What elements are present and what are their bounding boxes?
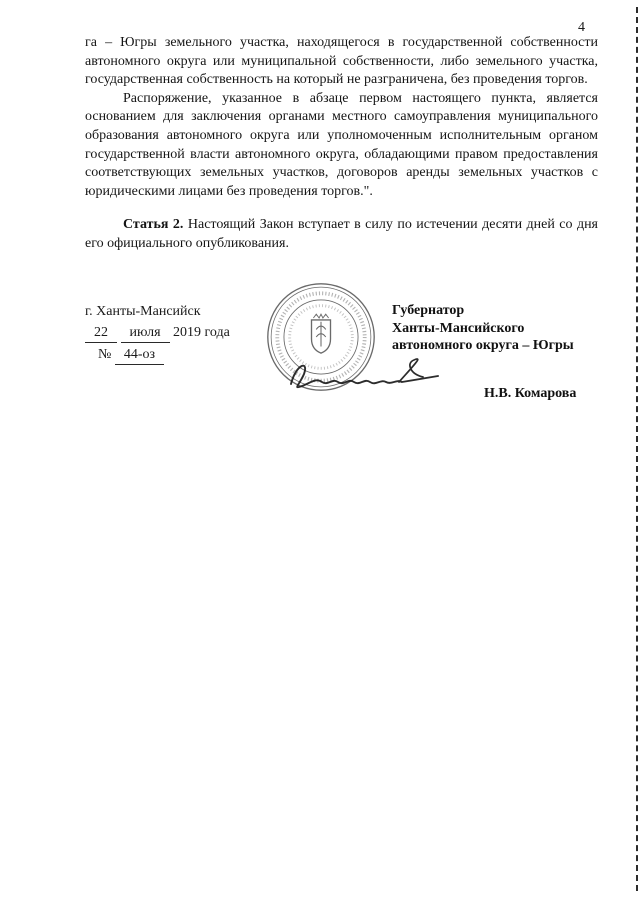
article-paragraph: [85, 216, 598, 253]
document-body: [85, 34, 598, 254]
article-label: Статья 2.: [123, 217, 184, 233]
date-day: 22: [85, 324, 117, 343]
date-year: 2019 года: [173, 325, 230, 340]
article-text: Настоящий Закон вступает в силу по истечении десяти дней со дня его официального опубликования.: [85, 217, 598, 251]
signatory-title: [392, 302, 574, 355]
signature-date-line: [85, 324, 230, 343]
official-round-seal-icon: [264, 280, 378, 394]
signature-left-column: [85, 303, 230, 368]
scan-artifact-dashed-line: [636, 7, 638, 891]
number-value: 44-оз: [115, 346, 164, 365]
date-month: июля: [121, 324, 170, 343]
number-label: №: [98, 347, 112, 362]
body-paragraph-1: га – Югры земельного участка, находящегося в государственной собственности автономного округа или муниципальной собственности, либо земельного участка, государственная собственность на который не разграничена, без проведения торгов.: [85, 35, 598, 88]
signatory-title-line3: автономного округа – Югры: [392, 338, 574, 353]
handwritten-signature: [283, 352, 448, 400]
body-paragraph-2: Распоряжение, указанное в абзаце первом настоящего пункта, является основанием для заключения органами местного самоуправления муниципального образования автономного округа или уполномоченным исполнительным органом государственной власти автономного округа, обладающими правом предоставления соответствующих земельных участков, договоров аренды земельных участков с юридическими лицами без проведения торгов.".: [85, 90, 598, 199]
page-number: 4: [578, 20, 585, 35]
signature-number-line: [85, 346, 230, 365]
signature-place: г. Ханты-Мансийск: [85, 304, 201, 319]
signatory-name: Н.В. Комарова: [484, 386, 577, 401]
signatory-title-line2: Ханты-Мансийского: [392, 320, 525, 336]
signatory-title-line1: Губернатор: [392, 303, 465, 318]
